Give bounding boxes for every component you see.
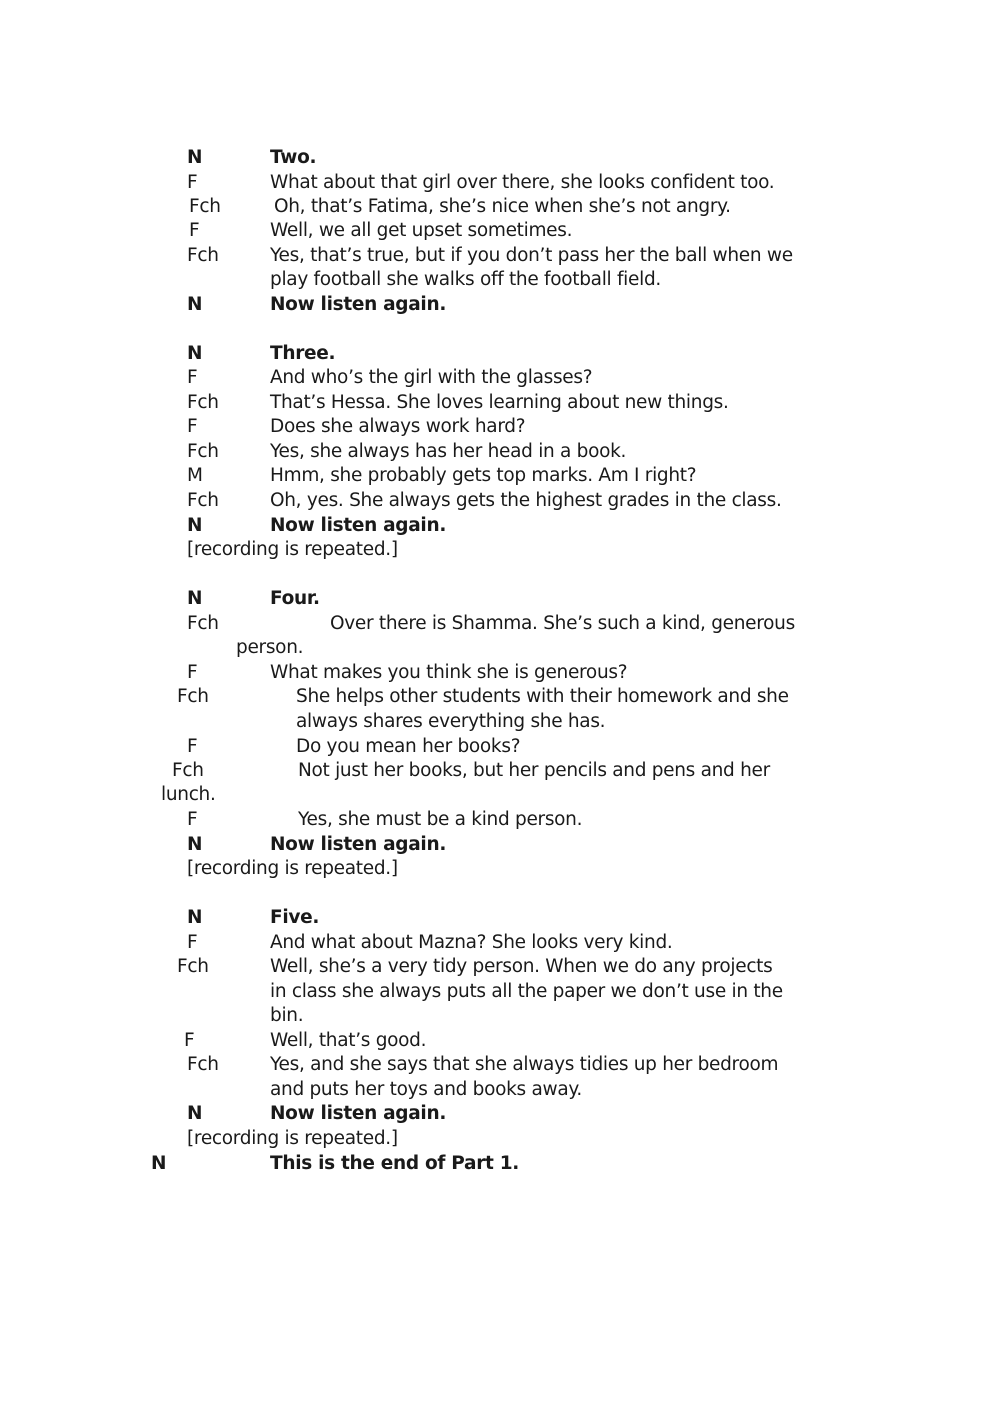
dialogue-line: Does she always work hard? — [270, 416, 526, 437]
dialogue-line: Yes, she always has her head in a book. — [270, 441, 627, 462]
section-title: Two. — [270, 147, 317, 168]
dialogue-line: in class she always puts all the paper we don’t use in the — [270, 981, 783, 1002]
dialogue-line: bin. — [270, 1005, 304, 1026]
speaker-label: F — [187, 932, 198, 953]
speaker-label: F — [189, 220, 200, 241]
speaker-label: Fch — [189, 196, 221, 217]
dialogue-line: Oh, that’s Fatima, she’s nice when she’s not angry. — [274, 196, 731, 217]
speaker-narrator: N — [151, 1153, 167, 1174]
dialogue-line: lunch. — [161, 784, 216, 805]
dialogue-line: Not just her books, but her pencils and pens and her — [298, 760, 770, 781]
speaker-narrator: N — [187, 294, 203, 315]
speaker-label: Fch — [187, 441, 219, 462]
speaker-narrator: N — [187, 588, 203, 609]
speaker-narrator: N — [187, 515, 203, 536]
end-of-part: This is the end of Part 1. — [270, 1153, 520, 1174]
speaker-label: Fch — [187, 1054, 219, 1075]
narrator-instruction: Now listen again. — [270, 294, 447, 315]
speaker-label: Fch — [187, 392, 219, 413]
speaker-label: Fch — [187, 613, 219, 634]
section-title: Three. — [270, 343, 336, 364]
dialogue-line: That’s Hessa. She loves learning about new things. — [270, 392, 729, 413]
stage-direction: [recording is repeated.] — [187, 539, 398, 560]
dialogue-line: play football she walks off the football field. — [270, 269, 661, 290]
narrator-instruction: Now listen again. — [270, 834, 447, 855]
speaker-label: M — [187, 465, 203, 486]
dialogue-line: Yes, and she says that she always tidies up her bedroom — [270, 1054, 779, 1075]
dialogue-line: Do you mean her books? — [296, 736, 521, 757]
speaker-narrator: N — [187, 147, 203, 168]
dialogue-line: Yes, she must be a kind person. — [298, 809, 583, 830]
speaker-narrator: N — [187, 1103, 203, 1124]
dialogue-line: Well, we all get upset sometimes. — [270, 220, 573, 241]
dialogue-line: person. — [236, 637, 304, 658]
speaker-label: F — [184, 1030, 195, 1051]
speaker-label: Fch — [187, 245, 219, 266]
speaker-label: F — [187, 809, 198, 830]
dialogue-line: and puts her toys and books away. — [270, 1079, 582, 1100]
speaker-narrator: N — [187, 834, 203, 855]
dialogue-line: Yes, that’s true, but if you don’t pass her the ball when we — [270, 245, 793, 266]
narrator-instruction: Now listen again. — [270, 1103, 447, 1124]
dialogue-line: She helps other students with their homework and she — [296, 686, 789, 707]
speaker-label: Fch — [177, 956, 209, 977]
speaker-label: F — [187, 736, 198, 757]
section-title: Five. — [270, 907, 320, 928]
speaker-label: F — [187, 416, 198, 437]
speaker-narrator: N — [187, 343, 203, 364]
speaker-label: Fch — [177, 686, 209, 707]
stage-direction: [recording is repeated.] — [187, 1128, 398, 1149]
dialogue-line: What about that girl over there, she looks confident too. — [270, 172, 775, 193]
speaker-label: F — [187, 662, 198, 683]
dialogue-line: And what about Mazna? She looks very kind. — [270, 932, 673, 953]
dialogue-line: always shares everything she has. — [296, 711, 606, 732]
stage-direction: [recording is repeated.] — [187, 858, 398, 879]
dialogue-line: What makes you think she is generous? — [270, 662, 628, 683]
speaker-label: Fch — [187, 490, 219, 511]
dialogue-line: Oh, yes. She always gets the highest grades in the class. — [270, 490, 782, 511]
narrator-instruction: Now listen again. — [270, 515, 447, 536]
speaker-narrator: N — [187, 907, 203, 928]
speaker-label: Fch — [172, 760, 204, 781]
dialogue-line: And who’s the girl with the glasses? — [270, 367, 593, 388]
section-title: Four. — [270, 588, 320, 609]
dialogue-line: Hmm, she probably gets top marks. Am I right? — [270, 465, 697, 486]
dialogue-line: Well, that’s good. — [270, 1030, 427, 1051]
dialogue-line: Well, she’s a very tidy person. When we do any projects — [270, 956, 773, 977]
dialogue-line: Over there is Shamma. She’s such a kind, generous — [330, 613, 795, 634]
speaker-label: F — [187, 367, 198, 388]
speaker-label: F — [187, 172, 198, 193]
